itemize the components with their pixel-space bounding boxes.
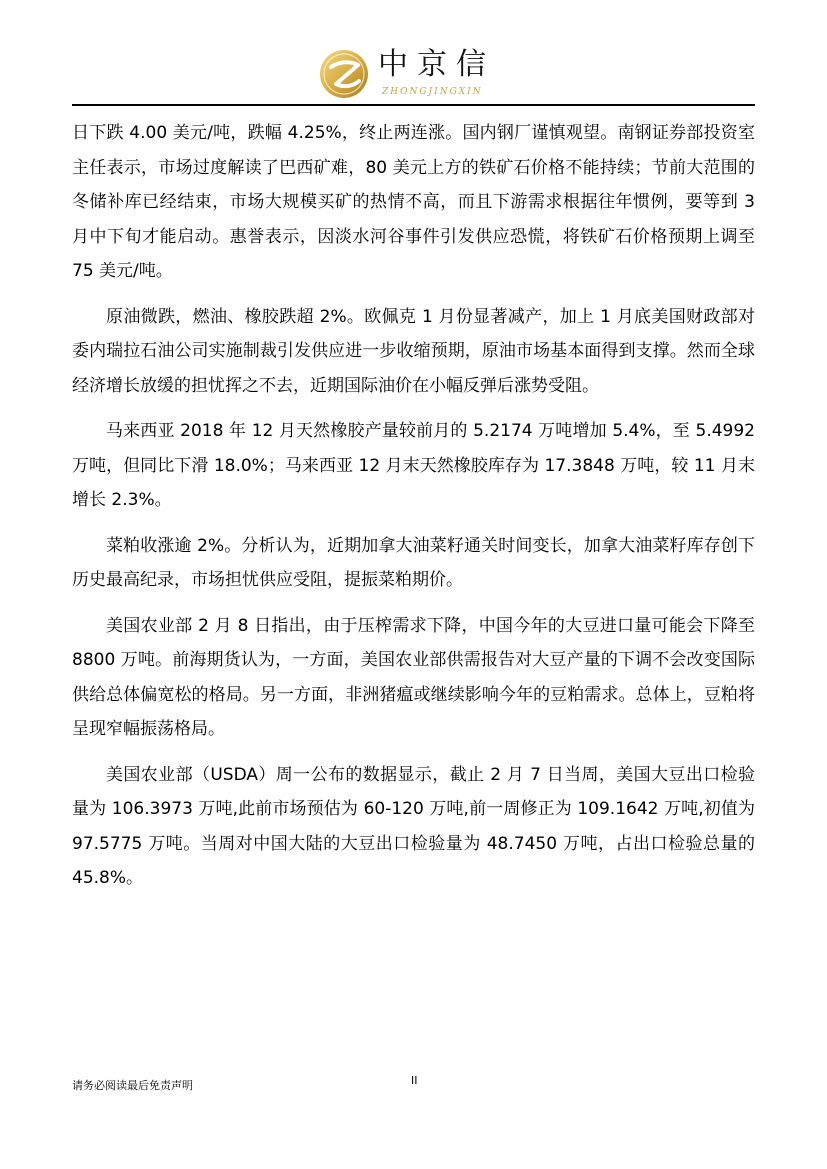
paragraph-usda-soybean-imports: 美国农业部 2 月 8 日指出，由于压榨需求下降，中国今年的大豆进口量可能会下降至 8800 万吨。前海期货认为，一方面，美国农业部供需报告对大豆产量的下调不会改变国际供给总体偏宽松的格局。另一方面，非洲猪瘟或继续影响今年的豆粕需求。总体上，豆粕将呈现窄幅振荡格局。 <box>72 615 755 739</box>
paragraph-rapeseed-meal: 菜粕收涨逾 2%。分析认为，近期加拿大油菜籽通关时间变长，加拿大油菜籽库存创下历史最高纪录，市场担忧供应受阻，提振菜粕期价。 <box>72 535 755 590</box>
paragraph-malaysia-rubber: 马来西亚 2018 年 12 月天然橡胶产量较前月的 5.2174 万吨增加 5.4%，至 5.4992 万吨，但同比下滑 18.0%；马来西亚 12 月末天然橡胶库存为 17.3848 万吨，较 11 月末增长 2.3%。 <box>72 421 755 510</box>
brand-name-cn: 中京信 <box>378 47 495 82</box>
paragraph-usda-export-inspections: 美国农业部（USDA）周一公布的数据显示，截止 2 月 7 日当周，美国大豆出口检验量为 106.3973 万吨,此前市场预估为 60-120 万吨,前一周修正为 109.1642 万吨,初值为 97.5775 万吨。当周对中国大陆的大豆出口检验量为 48.7450 万吨，占出口检验总量的 45.8%。 <box>72 764 755 888</box>
footer-disclaimer: 请务必阅读最后免责声明 <box>72 1079 193 1092</box>
brand-name-en: ZHONGJINGXIN <box>382 87 483 97</box>
page-number: II <box>411 1074 418 1087</box>
header-divider <box>72 104 755 106</box>
page-header <box>0 0 827 104</box>
paragraph-iron-ore: 日下跌 4.00 美元/吨，跌幅 4.25%，终止两连涨。国内钢厂谨慎观望。南钢证券部投资室主任表示，市场过度解读了巴西矿难，80 美元上方的铁矿石价格不能持续；节前大范围的冬储补库已经结束，市场大规模买矿的热情不高，而且下游需求根据往年惯例，要等到 3 月中下旬才能启动。惠誉表示，因淡水河谷事件引发供应恐慌，将铁矿石价格预期上调至 75 美元/吨。 <box>72 123 755 281</box>
paragraph-crude-oil: 原油微跌，燃油、橡胶跌超 2%。欧佩克 1 月份显著减产，加上 1 月底美国财政部对委内瑞拉石油公司实施制裁引发供应进一步收缩预期，原油市场基本面得到支撑。然而全球经济增长放缓的担忧挥之不去，近期国际油价在小幅反弹后涨势受阻。 <box>72 306 755 396</box>
document-body <box>72 116 755 896</box>
golden-circle-z-logo-icon <box>318 48 370 100</box>
